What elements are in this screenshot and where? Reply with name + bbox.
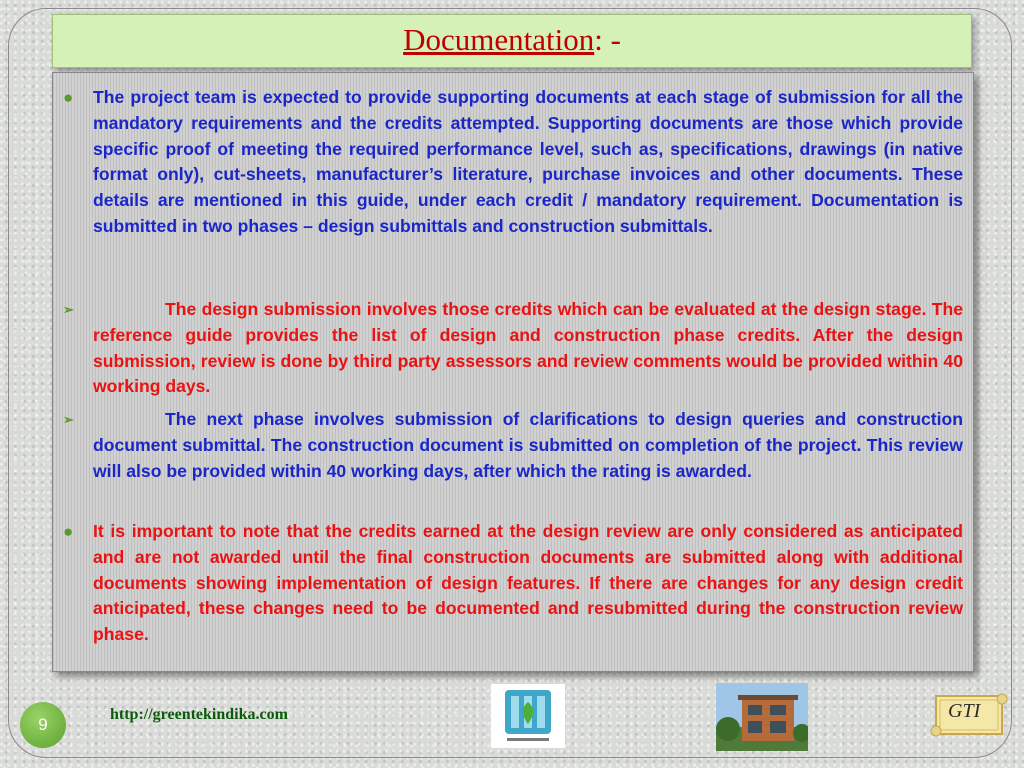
bullet-item: [63, 85, 963, 240]
bullet-dot-icon: ●: [63, 522, 74, 541]
bullet-item: [63, 519, 963, 648]
title-main: Documentation: [403, 22, 595, 57]
arrow-bullet-icon: ➢: [63, 302, 74, 317]
footer-url-link[interactable]: http://greentekindika.com: [110, 706, 288, 723]
arrow-text: The design submission involves those credits which can be evaluated at the design stage. The reference guide provides the list of design and construction phase credits. After the design submission, review is done by third party assessors and review comments would be provided within 40 working days.: [93, 299, 963, 397]
arrow-item: [63, 407, 963, 484]
page-number-badge: [20, 702, 66, 748]
title-suffix: : -: [594, 22, 621, 57]
bullet-dot-icon: ●: [63, 88, 74, 107]
arrow-text: The next phase involves submission of clarifications to design queries and construction document submittal. The construction document is submitted on completion of the project. This review will also be provided within 40 working days, after which the rating is awarded.: [93, 409, 963, 481]
arrow-item: [63, 297, 963, 400]
title-bar: [52, 14, 972, 68]
bullet-text: The project team is expected to provide supporting documents at each stage of submission for all the mandatory requirements and the credits attempted. Supporting documents are those which provide specific proof of meeting the required performance level, such as, specifications, drawings (in native format only), cut-sheets, manufacturer’s literature, purchase invoices and other documents. These details are mentioned in this guide, under each credit / mandatory requirement. Documentation is submitted in two phases – design submittals and construction submittals.: [93, 87, 963, 236]
gti-badge-text: GTI: [948, 700, 981, 722]
page-number: 9: [38, 715, 48, 734]
arrow-bullet-icon: ➢: [63, 412, 74, 427]
bullet-text: It is important to note that the credits earned at the design review are only considered as anticipated and are not awarded until the final construction documents are submitted along with additional documents showing implementation of design features. If there are changes for any design credit anticipated, these changes need to be documented and resubmitted during the construction review phase.: [93, 521, 963, 645]
content-box: [52, 72, 974, 672]
green-building-logo-icon: [491, 684, 565, 748]
page-title: [403, 22, 621, 57]
building-photo: [716, 683, 808, 751]
